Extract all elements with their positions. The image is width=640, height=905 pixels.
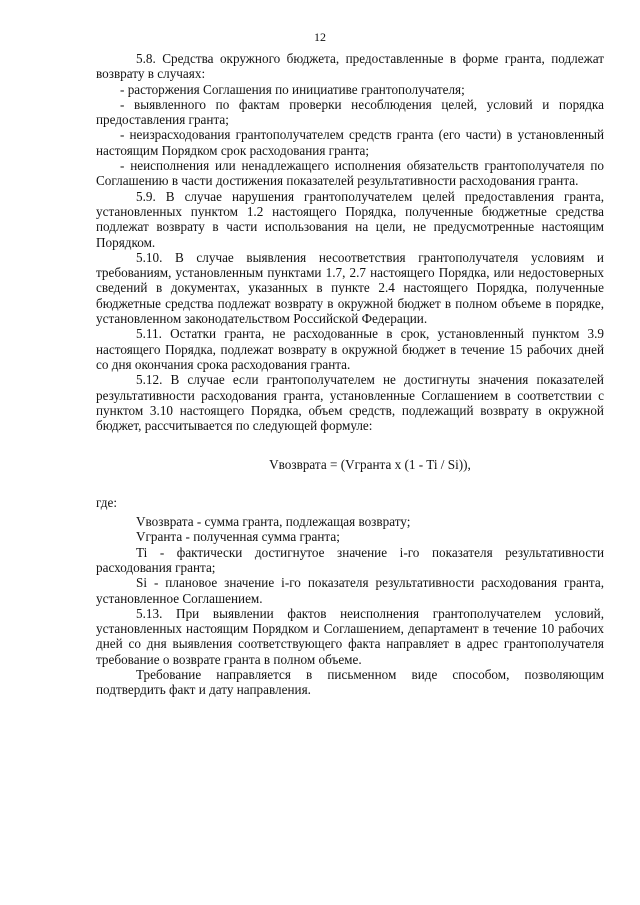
paragraph-requirement: Требование направляется в письменном виде способом, позволяющим подтвердить факт и дату направления.: [96, 666, 604, 698]
definition-item: Si - плановое значение i-го показателя результативности расходования гранта, установленное Соглашением.: [96, 575, 604, 606]
formula: Vвозврата = (Vгранта x (1 - Ti / Si)),: [269, 457, 471, 473]
page-number: 12: [314, 30, 326, 44]
definition-item: Ti - фактически достигнутое значение i-го показателя результативности расходования гранта;: [96, 544, 604, 575]
page-body: [96, 51, 604, 698]
paragraph-5-8: 5.8. Средства окружного бюджета, предоставленные в форме гранта, подлежат возврату в случаях:: [96, 51, 604, 82]
paragraph-5-9: 5.9. В случае нарушения грантополучателем целей предоставления гранта, установленных пунктом 1.2 настоящего Порядка, полученные бюджетные средства подлежат возврату в части использования на цели, не предусмотренные настоящим Порядком.: [96, 188, 604, 250]
definition-item: Vвозврата - сумма гранта, подлежащая возврату;: [136, 514, 411, 530]
paragraph-5-10: 5.10. В случае выявления несоответствия грантополучателя условиям и требованиям, установленным пунктами 1.7, 2.7 настоящего Порядка, или недостоверных сведений в документах, указанных в пункте 2.4 настоящего Порядка, полученные бюджетные средства подлежат возврату в окружной бюджет в полном объеме в порядке, установленном законодательством Российской Федерации.: [96, 249, 604, 327]
paragraph-5-11: 5.11. Остатки гранта, не расходованные в срок, установленный пунктом 3.9 настоящего Порядка, подлежат возврату в окружной бюджет в течение 15 рабочих дней со дня окончания срока расходования гранта.: [96, 326, 604, 372]
definition-item: Vгранта - полученная сумма гранта;: [136, 529, 340, 545]
list-item: - неисполнения или ненадлежащего исполнения обязательств грантополучателя по Соглашению в части достижения показателей результативности расходования гранта.: [96, 158, 604, 189]
where-label: где:: [96, 494, 117, 510]
list-item: - расторжения Соглашения по инициативе грантополучателя;: [120, 81, 465, 97]
paragraph-5-12: 5.12. В случае если грантополучателем не достигнуты значения показателей результативности расходования гранта, установленные Соглашением в соответствии с пунктом 3.10 настоящего Порядка, объем средств, подлежащий возврату в окружной бюджет, рассчитывается по следующей формуле:: [96, 372, 604, 434]
paragraph-5-13: 5.13. При выявлении фактов неисполнения грантополучателем условий, установленных настоящим Порядком и Соглашением, департамент в течение 10 рабочих дней со дня выявления соответствующего факта направляет в адрес грантополучателя требование о возврате гранта в полном объеме.: [96, 605, 604, 667]
list-item: - выявленного по фактам проверки несоблюдения целей, условий и порядка предоставления гранта;: [96, 96, 604, 128]
list-item: - неизрасходования грантополучателем средств гранта (его части) в установленный настоящим Порядком срок расходования гранта;: [96, 127, 604, 158]
